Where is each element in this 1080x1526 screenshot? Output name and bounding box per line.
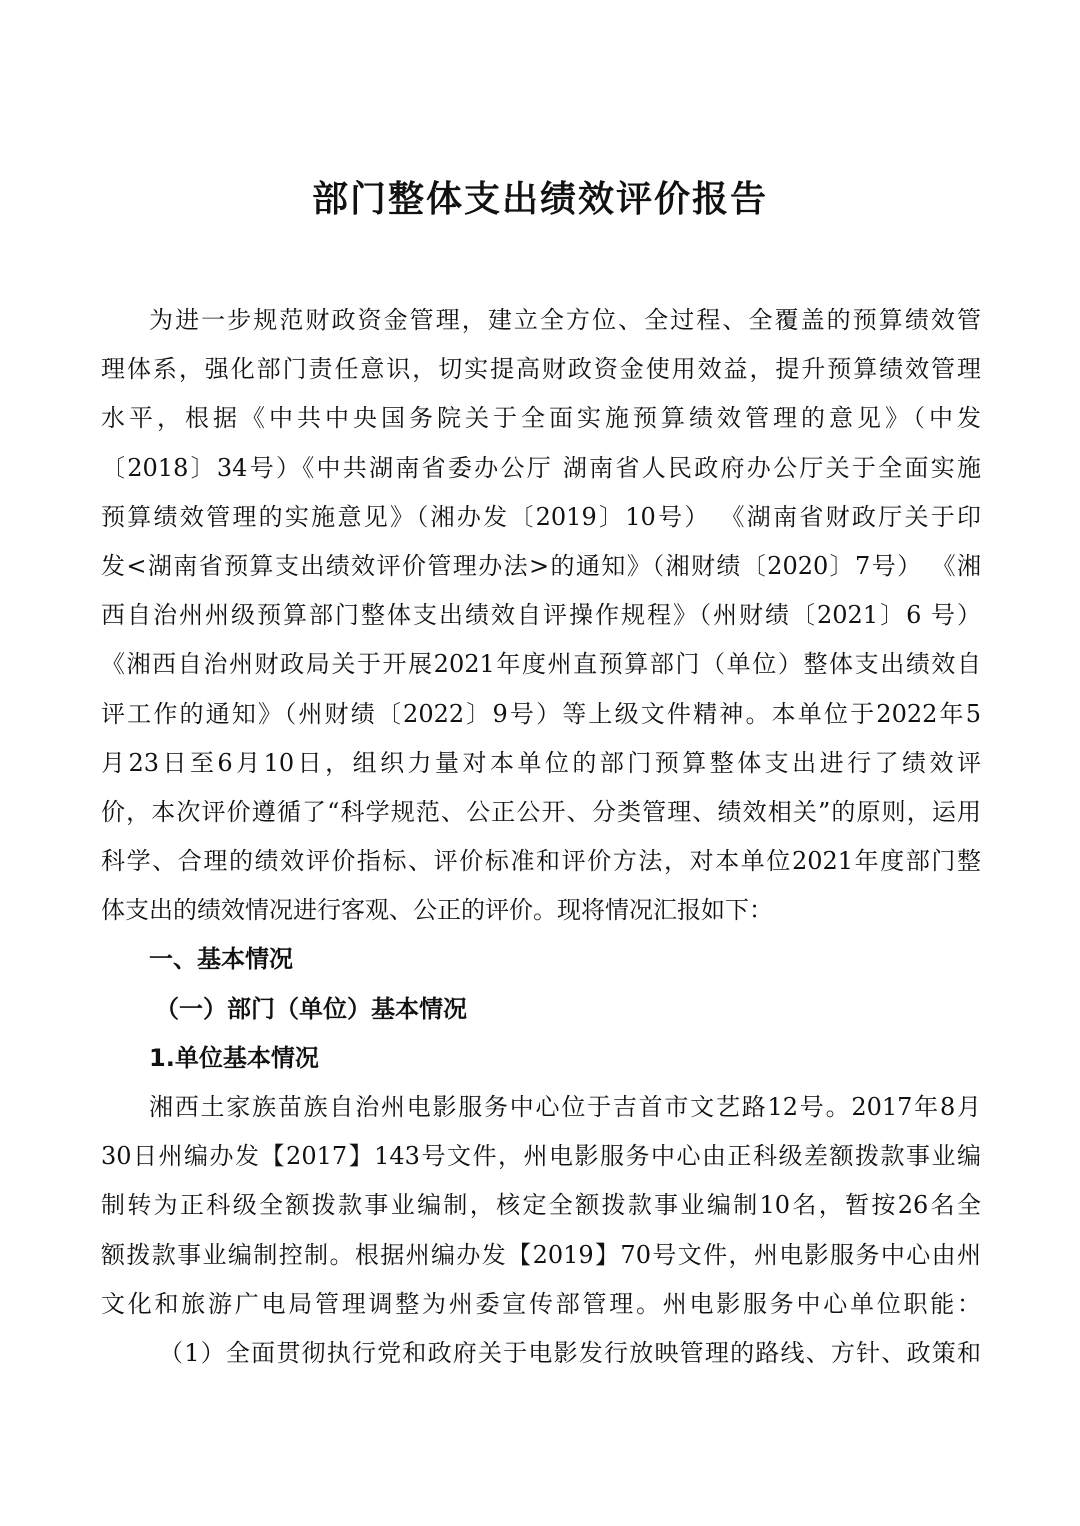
text-line: 制转为正科级全额拨款事业编制，核定全额拨款事业编制10名，暂按26名全 — [101, 1191, 981, 1220]
text-line: 30日州编办发【2017】143号文件，州电影服务中心由正科级差额拨款事业编 — [101, 1142, 981, 1171]
text-line: 理体系，强化部门责任意识，切实提高财政资金使用效益，提升预算绩效管理 — [101, 355, 981, 384]
text-line: 〔2018〕34号）《中共湖南省委办公厅 湖南省人民政府办公厅关于全面实施 — [101, 453, 981, 482]
document-body — [101, 296, 981, 1378]
text-line: 为进一步规范财政资金管理，建立全方位、全过程、全覆盖的预算绩效管 — [149, 306, 981, 334]
text-line: 预算绩效管理的实施意见》（湘办发〔2019〕10号） 《湖南省财政厅关于印 — [101, 502, 981, 531]
text-line: 发<湖南省预算支出绩效评价管理办法>的通知》（湘财绩〔2020〕7号） 《湘 — [101, 551, 981, 580]
text-line: 文化和旅游广电局管理调整为州委宣传部管理。州电影服务中心单位职能： — [101, 1289, 981, 1318]
text-line: 科学、合理的绩效评价指标、评价标准和评价方法，对本单位2021年度部门整 — [101, 847, 981, 876]
text-line: 《湘西自治州财政局关于开展2021年度州直预算部门（单位）整体支出绩效自 — [101, 650, 981, 679]
text-line: 水平，根据《中共中央国务院关于全面实施预算绩效管理的意见》（中发 — [101, 404, 981, 433]
section-paragraph — [101, 1083, 981, 1329]
sub-subsection-heading: 1.单位基本情况 — [149, 1043, 319, 1072]
section-heading: 一、基本情况 — [149, 945, 293, 974]
text-line: 体支出的绩效情况进行客观、公正的评价。现将情况汇报如下： — [101, 896, 773, 925]
text-line: 评工作的通知》（州财绩〔2022〕9号）等上级文件精神。本单位于2022年5 — [101, 699, 981, 728]
text-line: 西自治州州级预算部门整体支出绩效自评操作规程》（州财绩〔2021〕6 号） — [101, 601, 981, 630]
text-line: 额拨款事业编制控制。根据州编办发【2019】70号文件，州电影服务中心由州 — [101, 1240, 981, 1269]
list-item-line: （1）全面贯彻执行党和政府关于电影发行放映管理的路线、方针、政策和 — [159, 1338, 981, 1367]
subsection-heading: （一）部门（单位）基本情况 — [155, 994, 467, 1023]
text-line: 价，本次评价遵循了“科学规范、公正公开、分类管理、绩效相关”的原则，运用 — [101, 797, 981, 826]
intro-paragraph — [101, 296, 981, 935]
document-title: 部门整体支出绩效评价报告 — [311, 179, 768, 220]
text-line: 月23日至6月10日，组织力量对本单位的部门预算整体支出进行了绩效评 — [101, 748, 981, 777]
text-line: 湘西土家族苗族自治州电影服务中心位于吉首市文艺路12号。2017年8月 — [149, 1093, 981, 1121]
